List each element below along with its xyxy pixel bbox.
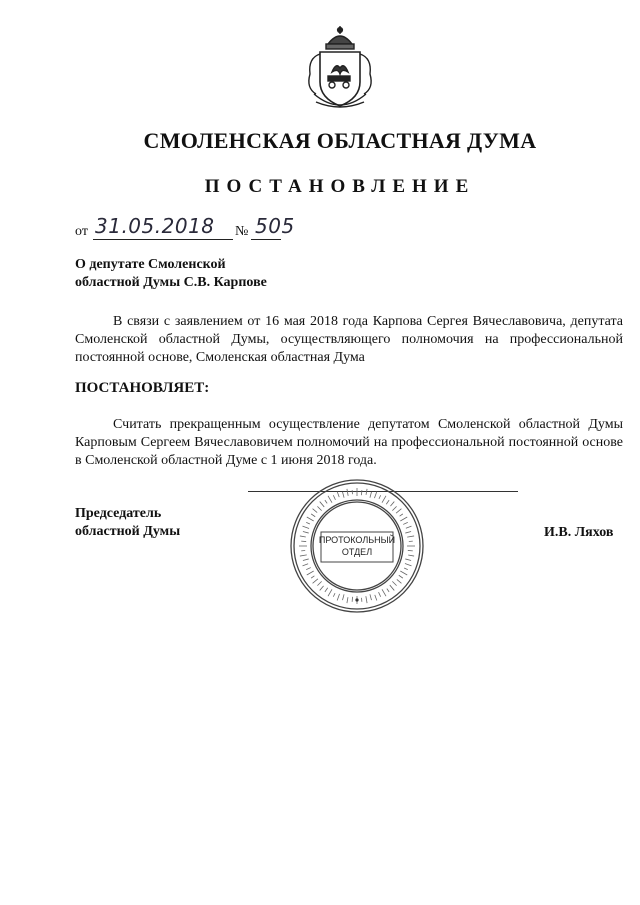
stamp-ring-mark (337, 594, 339, 601)
stamp-ring-mark (403, 522, 408, 524)
coat-of-arms-emblem (298, 24, 382, 116)
number-value: 505 (255, 214, 295, 238)
stamp-ring-mark (375, 595, 377, 601)
stamp-ring-mark (306, 568, 311, 570)
stamp-ring-mark (405, 559, 411, 561)
date-underline (93, 239, 233, 240)
stamp-ring-mark (397, 579, 402, 583)
stamp-ring-mark (325, 500, 327, 503)
signatory-title (75, 505, 180, 541)
stamp-center-text (287, 534, 427, 558)
date-value: 31.05.2018 (95, 214, 215, 238)
stamp-ring-mark (313, 579, 318, 583)
stamp-ring-mark (302, 526, 309, 528)
stamp-ring-mark (317, 506, 321, 510)
stamp-ring-mark (405, 532, 411, 534)
stamp-ring-mark (325, 588, 328, 592)
stamp-ring-mark (311, 514, 315, 517)
stamp-ring-mark (400, 517, 407, 521)
stamp-ring-mark (379, 592, 381, 597)
stamp-ring-mark (379, 495, 381, 499)
stamp-ring-mark (366, 596, 367, 603)
stamp-ring-mark (382, 589, 386, 596)
stamp-ring-mark (302, 564, 308, 566)
stamp-ring-mark (328, 496, 332, 503)
signatory-title-line: Председатель (75, 506, 162, 521)
stamp-ring-mark (320, 586, 324, 591)
signatory-name: И.В. Ляхов (544, 525, 614, 540)
stamp-ring-mark (307, 517, 314, 521)
stamp-ring-mark (382, 496, 386, 503)
stamp-ring-mark (366, 489, 367, 495)
stamp-ring-mark (390, 502, 394, 507)
stamp-ring-mark (370, 594, 372, 600)
stamp-ring-mark (343, 492, 345, 498)
stamp-ring-mark (400, 571, 407, 575)
document-type: ПОСТАНОВЛЕНИЕ (204, 176, 476, 197)
stamp-center-line: ОТДЕЛ (341, 547, 373, 557)
stamp-ring-mark (347, 489, 348, 496)
date-prefix: от (75, 224, 88, 239)
stamp-ring-mark (343, 594, 345, 600)
stamp-ring-mark (392, 581, 396, 585)
stamp-ring-mark (390, 585, 394, 590)
decision-paragraph: Считать прекращенным осуществление депутатом Смоленской областной Думы Карповым Сергеем Вячеславовичем полномочий на профессиональной постоянной основе в Смоленской областной Думе с 1 июня 2018 года. (75, 417, 623, 468)
preamble-paragraph: В связи с заявлением от 16 мая 2018 года Карпова Сергея Вячеславовича, депутата Смоленской областной Думы, осуществляющего полномочия на профессиональной постоянной основе, Смоленская областная Дума (75, 314, 623, 365)
subject-line: областной Думы С.В. Карпове (75, 275, 267, 290)
stamp-ring-mark (370, 492, 372, 498)
stamp-ring-mark (306, 522, 310, 524)
stamp-ring-mark (303, 532, 309, 534)
stamp-ring-mark (374, 491, 376, 498)
stamp-ring-mark (333, 495, 335, 500)
stamp-ring-mark (399, 575, 403, 578)
stamp-ring-mark (405, 563, 412, 565)
stamp-ring-mark (396, 509, 401, 513)
stamp-ring-mark (317, 581, 321, 585)
resolves-heading: ПОСТАНОВЛЯЕТ: (75, 380, 210, 396)
stamp-ring-mark (328, 589, 332, 596)
stamp-ring-mark (311, 576, 314, 578)
stamp-ring-mark (337, 491, 339, 497)
stamp-ring-mark (387, 589, 389, 592)
subject-heading (75, 256, 267, 292)
stamp-ring-mark (386, 500, 389, 504)
stamp-center-line: ПРОТОКОЛЬНЫЙ (318, 535, 396, 545)
signatory-title-line: областной Думы (75, 524, 181, 539)
stamp-ring-mark (404, 568, 408, 570)
stamp-ring-mark (347, 597, 348, 603)
subject-line: О депутате Смоленской (75, 257, 226, 272)
number-underline (251, 239, 281, 240)
stamp-ring-mark (307, 571, 314, 575)
stamp-ring-mark (406, 526, 412, 528)
stamp-ring-mark (392, 506, 396, 510)
number-prefix: № (235, 224, 249, 239)
stamp-ring-mark (303, 559, 309, 561)
stamp-ring-mark (320, 502, 324, 507)
stamp-ring-mark (313, 509, 318, 513)
stamp-ring-mark (333, 593, 335, 597)
organization-title: СМОЛЕНСКАЯ ОБЛАСТНАЯ ДУМА (143, 128, 537, 153)
stamp-ring-mark (400, 514, 403, 516)
